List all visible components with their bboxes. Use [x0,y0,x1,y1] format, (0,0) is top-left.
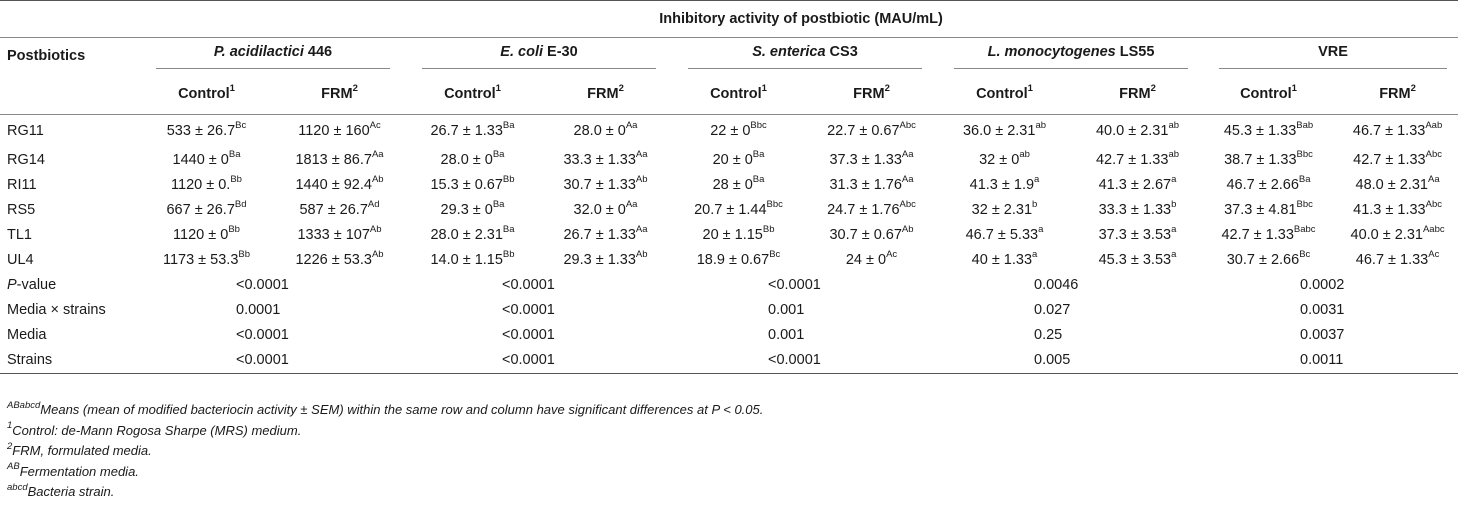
stats-value: <0.0001 [672,348,938,374]
cell-value: 46.7 ± 2.66 [1226,177,1299,193]
footnote-text: Bacteria strain. [27,484,115,499]
stats-label-text: Media × strains [7,302,106,318]
footnote-marker: AB [7,461,20,473]
stats-value: 0.0037 [1300,327,1345,343]
control-header [938,74,1071,115]
stats-body [0,273,1458,374]
cell-superscript: a [1032,249,1038,261]
table-cell [1204,248,1333,273]
table-cell [1071,223,1204,248]
cell-value: 46.7 ± 1.33 [1355,252,1429,268]
cell-value: 32 ± 0 [979,152,1020,168]
table-cell [672,115,805,148]
footnote-marker: abcd [7,481,28,493]
cell-superscript: Ac [1428,249,1440,261]
cell-superscript: Bb [502,249,515,261]
table-cell [539,148,672,173]
table-cell [1204,223,1333,248]
table-cell [1071,115,1204,148]
stats-label-italic: P [7,277,17,293]
footnote-marker: 2 [7,440,13,452]
cell-superscript: Aa [635,224,648,236]
cell-superscript: Ab [371,174,384,186]
cell-value: 33.3 ± 1.33 [1098,202,1172,218]
footnote-text: Fermentation media. [19,463,139,479]
organism-name: E. coli [500,43,544,60]
cell-value: 24.7 ± 1.76 [827,202,900,218]
row-label: RG14 [7,152,45,168]
cell-superscript: b [1032,199,1038,211]
cell-value: 28.0 ± 0 [440,152,493,168]
cell-superscript: Ac [886,249,898,261]
cell-value: 30.7 ± 0.67 [829,227,902,243]
cell-value: 40 ± 1.33 [971,252,1033,268]
table-title-row [0,1,1458,38]
control-header-superscript: 1 [229,83,235,95]
table-cell [140,173,273,198]
stats-label [0,273,140,298]
cell-superscript: Bd [234,199,247,211]
cell-value: 32 ± 2.31 [971,202,1033,218]
frm-header [1071,74,1204,115]
footnote [7,441,763,462]
footnote-text: Control: de-Mann Rogosa Sharpe (MRS) medium. [12,422,302,438]
row-label: UL4 [7,252,34,268]
frm-header-superscript: 2 [1150,83,1156,95]
sub-header-row [0,74,1458,115]
table-cell [938,148,1071,173]
frm-header [539,74,672,115]
cell-value: 1440 ± 0 [172,152,229,168]
frm-header-label: FRM [321,86,353,102]
table-cell [672,148,805,173]
organism-strain: VRE [1318,43,1348,60]
stats-label [0,298,140,323]
cell-superscript: ab [1168,120,1180,132]
frm-header-superscript: 2 [618,83,624,95]
table-cell [273,223,406,248]
table-title: Inhibitory activity of postbiotic (MAU/mL) [659,11,943,27]
footnote-text: Means (mean of modified bacteriocin activity ± SEM) within the same row and column have significant differences at P < 0.05. [40,402,764,417]
cell-superscript: Ab [635,249,648,261]
organism-strain: LS55 [1115,43,1155,60]
cell-value: 28.0 ± 2.31 [430,227,503,243]
cell-superscript: a [1171,249,1177,261]
table-cell [1333,173,1458,198]
table-cell [140,223,273,248]
cell-superscript: Ab [635,174,648,186]
cell-value: 1120 ± 0 [173,227,229,243]
cell-superscript: Ba [502,120,515,132]
cell-superscript: Aabc [1422,224,1445,236]
control-header-label: Control [1240,86,1292,102]
table-cell [539,115,672,148]
cell-value: 20 ± 0 [712,152,753,168]
cell-value: 29.3 ± 1.33 [563,252,636,268]
cell-superscript: Aa [625,199,638,211]
organism-header-3 [672,38,938,75]
table-body [0,115,1458,273]
cell-value: 14.0 ± 1.15 [430,252,503,268]
cell-superscript: b [1171,199,1177,211]
cell-value: 1173 ± 53.3 [162,252,239,268]
row-label: RI11 [7,177,37,193]
table-cell [539,248,672,273]
stats-value: <0.0001 [502,327,555,343]
table-cell [1204,198,1333,223]
table-cell [140,248,273,273]
cell-value: 40.0 ± 2.31 [1350,227,1423,243]
table-cell [938,115,1071,148]
stats-value: 0.001 [768,302,805,318]
row-label: RG11 [7,123,44,140]
cell-value: 31.3 ± 1.76 [829,177,902,193]
cell-superscript: Aa [901,149,914,161]
control-header [1204,74,1333,115]
cell-superscript: Abc [1425,149,1442,161]
frm-header-superscript: 2 [352,83,358,95]
table-cell [273,173,406,198]
table-cell [805,173,938,198]
table-cell [805,223,938,248]
control-header-label: Control [710,86,762,102]
table-cell [1333,115,1458,148]
cell-value: 533 ± 26.7 [166,123,236,140]
control-header-superscript: 1 [761,83,767,95]
table-cell [1204,115,1333,148]
cell-value: 37.3 ± 4.81 [1224,202,1297,218]
cell-superscript: Aa [625,120,638,132]
table-cell [672,223,805,248]
stats-value: 0.001 [768,327,805,343]
stats-value: 0.25 [1034,327,1063,343]
stats-label-text: Media [7,327,47,343]
control-header-label: Control [976,86,1028,102]
table-cell [539,173,672,198]
table-row [0,173,1458,198]
organism-header-2 [406,38,672,75]
cell-superscript: Ba [1298,174,1311,186]
stats-value: <0.0001 [406,348,672,374]
cell-value: 1813 ± 86.7 [295,152,372,168]
stats-value: 0.0011 [1204,348,1458,374]
stats-row [0,323,1458,348]
cell-superscript: Bb [230,174,242,186]
organism-strain: 446 [303,43,333,60]
cell-superscript: Abc [899,120,916,132]
stats-row [0,348,1458,374]
cell-superscript: Ba [228,149,241,161]
table-cell [1071,198,1204,223]
cell-value: 1120 ± 0. [171,177,231,193]
cell-value: 1333 ± 107 [297,227,370,243]
cell-superscript: a [1171,224,1177,236]
cell-superscript: Ac [369,120,381,132]
cell-superscript: a [1038,224,1044,236]
cell-value: 28 ± 0 [712,177,753,193]
table-cell [140,198,273,223]
frm-header-superscript: 2 [884,83,890,95]
stats-label-text: -value [16,277,57,293]
table-cell [938,173,1071,198]
stats-row [0,298,1458,323]
table-cell [1333,148,1458,173]
control-header [406,74,539,115]
stats-label [0,348,140,374]
cell-value: 41.3 ± 2.67 [1098,177,1172,193]
cell-value: 45.3 ± 3.53 [1098,252,1172,268]
control-header [672,74,805,115]
stats-value: <0.0001 [768,277,821,293]
row-header-spacer [0,1,140,38]
table-cell [938,248,1071,273]
footnote [7,462,763,483]
table-row [0,248,1458,273]
footnote [7,482,763,503]
cell-superscript: ab [1035,120,1047,132]
cell-value: 42.7 ± 1.33 [1095,152,1169,168]
stats-label-text: Strains [7,352,53,368]
frm-header [805,74,938,115]
cell-value: 41.3 ± 1.33 [1353,202,1426,218]
cell-value: 667 ± 26.7 [166,202,235,218]
cell-superscript: Bbc [1296,149,1313,161]
stats-value: 0.0046 [1034,277,1079,293]
table-cell [406,148,539,173]
stats-value: 0.027 [1034,302,1071,318]
table-cell [672,173,805,198]
cell-value: 20 ± 1.15 [702,227,763,243]
table-cell [805,248,938,273]
frm-header-label: FRM [1379,86,1411,102]
footnote [7,400,763,421]
organism-header-1 [140,38,406,75]
cell-value: 587 ± 26.7 [299,202,368,218]
row-label: RS5 [7,202,36,218]
cell-value: 46.7 ± 1.33 [1352,123,1426,140]
cell-superscript: Ba [502,224,515,236]
cell-superscript: Ba [752,174,765,186]
stats-value: <0.0001 [236,277,289,293]
stats-value: 0.0002 [1300,277,1345,293]
frm-header-label: FRM [1119,86,1151,102]
table-cell [140,115,273,148]
stats-value: <0.0001 [502,277,555,293]
cell-superscript: Bbc [766,199,783,211]
cell-superscript: ab [1019,149,1030,161]
cell-value: 1120 ± 160 [298,123,370,140]
table-cell [1204,173,1333,198]
table-cell [1333,248,1458,273]
table-cell [406,248,539,273]
stats-row [0,273,1458,298]
organism-header-5 [1204,38,1458,75]
cell-value: 40.0 ± 2.31 [1095,123,1169,140]
cell-value: 30.7 ± 1.33 [563,177,636,193]
cell-value: 28.0 ± 0 [573,123,626,140]
table-cell [938,198,1071,223]
cell-superscript: Aa [635,149,648,161]
cell-superscript: Aab [1425,120,1443,132]
organism-strain: CS3 [825,43,858,60]
cell-value: 29.3 ± 0 [440,202,493,218]
frm-header-superscript: 2 [1410,83,1416,95]
table-cell [1071,248,1204,273]
control-header [140,74,273,115]
cell-value: 20.7 ± 1.44 [694,202,767,218]
stats-value: 0.005 [938,348,1204,374]
table-cell [273,148,406,173]
cell-superscript: Ad [367,199,380,211]
table-cell [672,248,805,273]
organism-name: P. acidilactici [213,43,304,60]
cell-superscript: Ab [371,249,384,261]
cell-superscript: Bc [769,249,781,261]
table-cell [1071,173,1204,198]
cell-value: 45.3 ± 1.33 [1223,123,1297,140]
table-cell [140,148,273,173]
frm-header [273,74,406,115]
frm-header-label: FRM [587,86,619,102]
cell-value: 33.3 ± 1.33 [563,152,636,168]
stats-value: 0.0001 [236,302,281,318]
table-cell [539,198,672,223]
cell-value: 48.0 ± 2.31 [1355,177,1428,193]
row-label: TL1 [7,227,32,243]
cell-superscript: ab [1168,149,1180,161]
table-cell [406,223,539,248]
cell-value: 15.3 ± 0.67 [430,177,503,193]
cell-superscript: Ba [752,149,765,161]
frm-header [1333,74,1458,115]
table-footnotes [7,400,763,503]
cell-value: 37.3 ± 3.53 [1098,227,1172,243]
table-cell [273,198,406,223]
cell-superscript: Bbc [1296,199,1313,211]
stats-label [0,323,140,348]
cell-superscript: Abc [899,199,916,211]
organism-name: S. enterica [752,43,826,60]
footnote [7,421,763,442]
cell-superscript: Ab [369,224,382,236]
table-cell [273,115,406,148]
cell-superscript: Bc [235,120,247,132]
cell-value: 1440 ± 92.4 [295,177,372,193]
cell-value: 24 ± 0 [845,252,887,268]
cell-value: 38.7 ± 1.33 [1224,152,1297,168]
control-header-superscript: 1 [495,83,501,95]
cell-value: 46.7 ± 5.33 [965,227,1039,243]
cell-value: 26.7 ± 1.33 [430,123,503,140]
sub-header-spacer [0,74,140,115]
cell-value: 32.0 ± 0 [573,202,626,218]
table-cell [938,223,1071,248]
control-header-label: Control [178,86,230,102]
cell-value: 22 ± 0 [710,123,751,140]
table-cell [1204,148,1333,173]
control-header-superscript: 1 [1027,83,1033,95]
footnote-text: FRM, formulated media. [12,443,152,458]
table-cell [805,198,938,223]
cell-superscript: Ab [901,224,914,236]
table-row [0,148,1458,173]
stats-value: <0.0001 [236,327,289,343]
cell-value: 26.7 ± 1.33 [563,227,636,243]
organism-header-row [0,38,1458,75]
cell-superscript: Ba [492,199,505,211]
stats-value: <0.0001 [140,348,406,374]
cell-value: 41.3 ± 1.9 [969,177,1035,193]
cell-superscript: Bb [228,224,240,236]
stats-value: 0.0031 [1300,302,1345,318]
footnote-marker: 1 [7,420,13,432]
cell-superscript: Bab [1296,120,1314,132]
table-row [0,115,1458,148]
footnote-marker: ABabcd [7,399,41,411]
stats-value: <0.0001 [502,302,555,318]
cell-value: 22.7 ± 0.67 [827,123,900,140]
table-cell [672,198,805,223]
control-header-label: Control [444,86,496,102]
cell-value: 18.9 ± 0.67 [696,252,770,268]
cell-value: 36.0 ± 2.31 [962,123,1036,140]
cell-superscript: Aa [1427,174,1440,186]
cell-superscript: Bb [502,174,515,186]
frm-header-label: FRM [853,86,885,102]
cell-superscript: Bbc [750,120,767,132]
cell-value: 1226 ± 53.3 [295,252,372,268]
organism-header-4 [938,38,1204,75]
organism-strain: E-30 [543,43,578,60]
cell-superscript: Abc [1425,199,1442,211]
cell-superscript: a [1171,174,1177,186]
cell-value: 42.7 ± 1.33 [1221,227,1294,243]
cell-superscript: Aa [901,174,914,186]
organism-name: L. monocytogenes [987,43,1116,60]
table-cell [805,148,938,173]
table-cell [1333,223,1458,248]
cell-superscript: Aa [371,149,384,161]
cell-superscript: Ba [492,149,505,161]
cell-value: 42.7 ± 1.33 [1353,152,1426,168]
table-row [0,223,1458,248]
table-cell [539,223,672,248]
cell-superscript: Bb [762,224,775,236]
cell-value: 30.7 ± 2.66 [1226,252,1300,268]
table-cell [406,173,539,198]
cell-superscript: Bc [1299,249,1311,261]
table-cell [273,248,406,273]
postbiotics-header: Postbiotics [7,48,86,64]
control-header-superscript: 1 [1291,83,1297,95]
table-cell [406,115,539,148]
table-cell [406,198,539,223]
cell-value: 37.3 ± 1.33 [829,152,902,168]
table-cell [1071,148,1204,173]
cell-superscript: a [1034,174,1040,186]
cell-superscript: Bb [238,249,251,261]
table-cell [1333,198,1458,223]
table-row [0,198,1458,223]
table-cell [805,115,938,148]
cell-superscript: Babc [1293,224,1316,236]
